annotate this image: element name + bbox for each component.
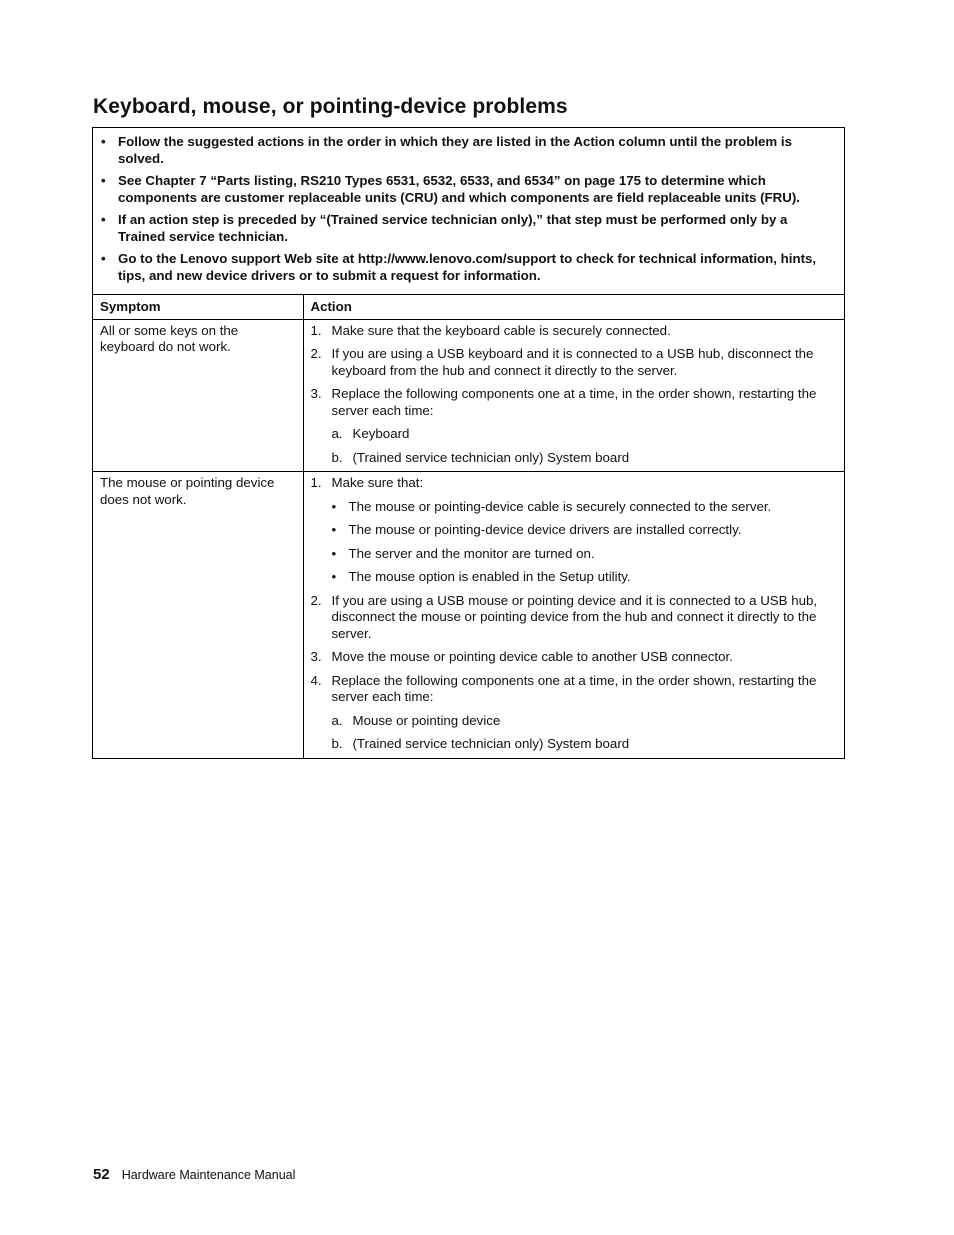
step-text: Make sure that: [331,475,424,490]
bullet-icon: • [101,251,106,266]
sub-step [332,736,838,753]
notes-section [93,128,844,295]
action-step [311,323,838,340]
check-item [332,499,838,516]
step-text: If you are using a USB keyboard and it is connected to a USB hub, disconnect the keyboard from the hub and connect it directly to the server. [331,346,814,378]
action-step [311,593,838,643]
note-text: If an action step is preceded by “(Trained service technician only),” that step must be performed only by a Trained service technician. [118,212,788,244]
check-item-text: The mouse option is enabled in the Setup utility. [348,569,631,584]
check-item-text: The mouse or pointing-device cable is securely connected to the server. [348,498,772,514]
note-item [101,134,836,167]
step-number: 2. [310,592,322,608]
step-number: 1. [310,475,322,490]
symptom-cell: All or some keys on the keyboard do not work. [93,319,303,472]
note-item [101,251,836,284]
bullet-icon: • [331,522,337,537]
check-item-text: The mouse or pointing-device device drivers are installed correctly. [348,522,742,537]
sub-step-letter: b. [331,736,343,751]
table-row [93,319,844,472]
check-item [332,522,838,539]
column-header-action: Action [303,295,844,319]
bullet-icon: • [331,498,337,514]
bullet-icon: • [101,173,106,188]
sub-step-letter: a. [331,426,343,441]
note-item [101,173,836,206]
step-text: Replace the following components one at a time, in the order shown, restarting the server each time: [331,672,817,704]
page-title: Keyboard, mouse, or pointing-device problems [93,95,568,118]
bullet-icon: • [331,545,337,561]
page-number: 52 [93,1166,110,1183]
sub-step-text: Mouse or pointing device [352,712,501,728]
bullet-icon: • [101,134,106,149]
note-text: Follow the suggested actions in the order in which they are listed in the Action column until the problem is solved. [118,134,793,166]
symptom-action-table [93,295,844,758]
sub-step-text: (Trained service technician only) System board [352,736,630,751]
sub-step [332,426,838,443]
column-header-symptom: Symptom [93,295,303,319]
step-number: 4. [310,672,322,688]
bullet-icon: • [331,569,337,584]
action-step [311,346,838,379]
sub-step-letter: b. [331,449,343,465]
action-step [311,386,838,466]
sub-step-text: (Trained service technician only) System board [352,449,630,465]
action-step [311,649,838,666]
step-text: Replace the following components one at a time, in the order shown, restarting the server each time: [331,386,817,418]
check-item [332,546,838,563]
page-footer [93,1166,295,1183]
step-number: 2. [310,346,322,361]
check-item-text: The server and the monitor are turned on. [348,545,595,561]
sub-step [332,450,838,467]
sub-step-text: Keyboard [352,426,410,441]
step-number: 3. [310,649,322,664]
step-number: 3. [310,386,322,401]
step-number: 1. [310,322,322,338]
action-step [311,475,838,586]
step-text: If you are using a USB mouse or pointing device and it is connected to a USB hub, disconnect the mouse or pointing device from the hub and connect it directly to the server. [331,592,818,641]
note-text: See Chapter 7 “Parts listing, RS210 Types 6531, 6532, 6533, and 6534” on page 175 to determine which components are customer replaceable units (CRU) and which components are field replaceable units (FRU). [118,173,800,205]
manual-title: Hardware Maintenance Manual [121,1168,296,1182]
note-item [101,212,836,245]
action-step [311,673,838,753]
sub-step-letter: a. [331,712,343,728]
troubleshooting-table [92,127,845,759]
step-text: Make sure that the keyboard cable is securely connected. [331,322,671,338]
sub-step [332,713,838,730]
action-cell [303,472,844,758]
step-text: Move the mouse or pointing device cable to another USB connector. [331,649,733,664]
action-cell [303,319,844,472]
bullet-icon: • [101,212,106,227]
table-row [93,472,844,758]
symptom-cell: The mouse or pointing device does not work. [93,472,303,758]
check-item [332,569,838,586]
note-text: Go to the Lenovo support Web site at http://www.lenovo.com/support to check for technical information, hints, tips, and new device drivers or to submit a request for information. [118,251,817,283]
